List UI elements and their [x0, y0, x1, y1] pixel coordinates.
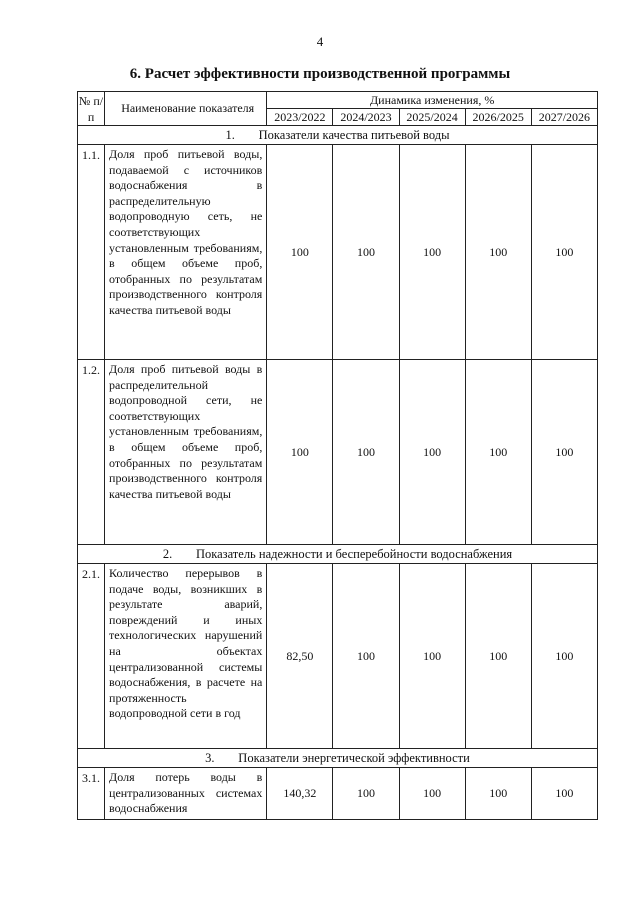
efficiency-table	[77, 91, 598, 820]
header-year	[531, 109, 597, 126]
header-year	[465, 109, 531, 126]
value-cell: 100	[333, 360, 399, 545]
value-cell: 100	[333, 145, 399, 360]
table-row	[78, 145, 598, 360]
header-num-label: № п/п	[78, 93, 104, 124]
section-header-cell	[78, 126, 598, 145]
section-header-cell	[78, 545, 598, 564]
document-title: 6. Расчет эффективности производственной программы	[129, 66, 511, 82]
section-header-cell	[78, 749, 598, 768]
value-cell: 100	[531, 360, 597, 545]
value-cell: 100	[333, 768, 399, 820]
value-cell: 100	[399, 564, 465, 749]
section-title: Показатели энергетической эффективности	[238, 751, 470, 765]
value-cell: 100	[399, 145, 465, 360]
table-row	[78, 360, 598, 545]
section-row	[78, 749, 598, 768]
header-name	[105, 92, 267, 126]
header-year	[267, 109, 333, 126]
page-number: 4	[316, 34, 324, 49]
header-num	[78, 92, 105, 126]
section-row	[78, 126, 598, 145]
row-number: 2.1.	[78, 564, 105, 749]
section-number: 1.	[225, 128, 235, 142]
section-number: 2.	[162, 547, 173, 561]
header-name-label: Наименование показателя	[121, 101, 255, 115]
header-year-label: 2025/2024	[406, 110, 458, 124]
section-title: Показатель надежности и бесперебойности водоснабжения	[195, 547, 513, 561]
table-row	[78, 768, 598, 820]
value-cell: 100	[399, 768, 465, 820]
value-cell: 100	[531, 145, 597, 360]
value-cell: 100	[267, 360, 333, 545]
header-year	[399, 109, 465, 126]
value-cell: 100	[531, 768, 597, 820]
section-title: Показатели качества питьевой воды	[258, 128, 450, 142]
section-number: 3.	[205, 751, 215, 765]
value-cell: 100	[465, 360, 531, 545]
indicator-name: Доля проб питьевой воды, подаваемой с источников водоснабжения в распределительную водопроводную сеть, не соответствующих установленным требованиям, в общем объеме проб, отобранных по результатам производственного контроля качества питьевой воды	[105, 145, 267, 360]
value-cell: 140,32	[267, 768, 333, 820]
row-number: 1.1.	[78, 145, 105, 360]
indicator-name: Количество перерывов в подаче воды, возникших в результате аварий, повреждений и иных технологических нарушений на объектах централизованной системы водоснабжения, в расчете на протяженность водопроводной сети в год	[105, 564, 267, 749]
value-cell: 100	[267, 145, 333, 360]
value-cell: 100	[333, 564, 399, 749]
row-number: 1.2.	[78, 360, 105, 545]
table-row	[78, 564, 598, 749]
value-cell: 100	[465, 564, 531, 749]
section-row	[78, 545, 598, 564]
value-cell: 82,50	[267, 564, 333, 749]
header-dynamics	[267, 92, 598, 109]
value-cell: 100	[531, 564, 597, 749]
header-year-label: 2024/2023	[340, 110, 392, 124]
header-year	[333, 109, 399, 126]
indicator-name: Доля потерь воды в централизованных системах водоснабжения	[105, 768, 267, 820]
header-year-label: 2026/2025	[472, 110, 524, 124]
value-cell: 100	[399, 360, 465, 545]
indicator-name: Доля проб питьевой воды в распределительной водопроводной сети, не соответствующих установленным требованиям, в общем объеме проб, отобранных по результатам производственного контроля качества питьевой воды	[105, 360, 267, 545]
header-year-label: 2023/2022	[274, 110, 326, 124]
header-year-label: 2027/2026	[538, 110, 591, 124]
header-dynamics-label: Динамика изменения, %	[369, 93, 495, 107]
row-number: 3.1.	[78, 768, 105, 820]
value-cell: 100	[465, 145, 531, 360]
value-cell: 100	[465, 768, 531, 820]
